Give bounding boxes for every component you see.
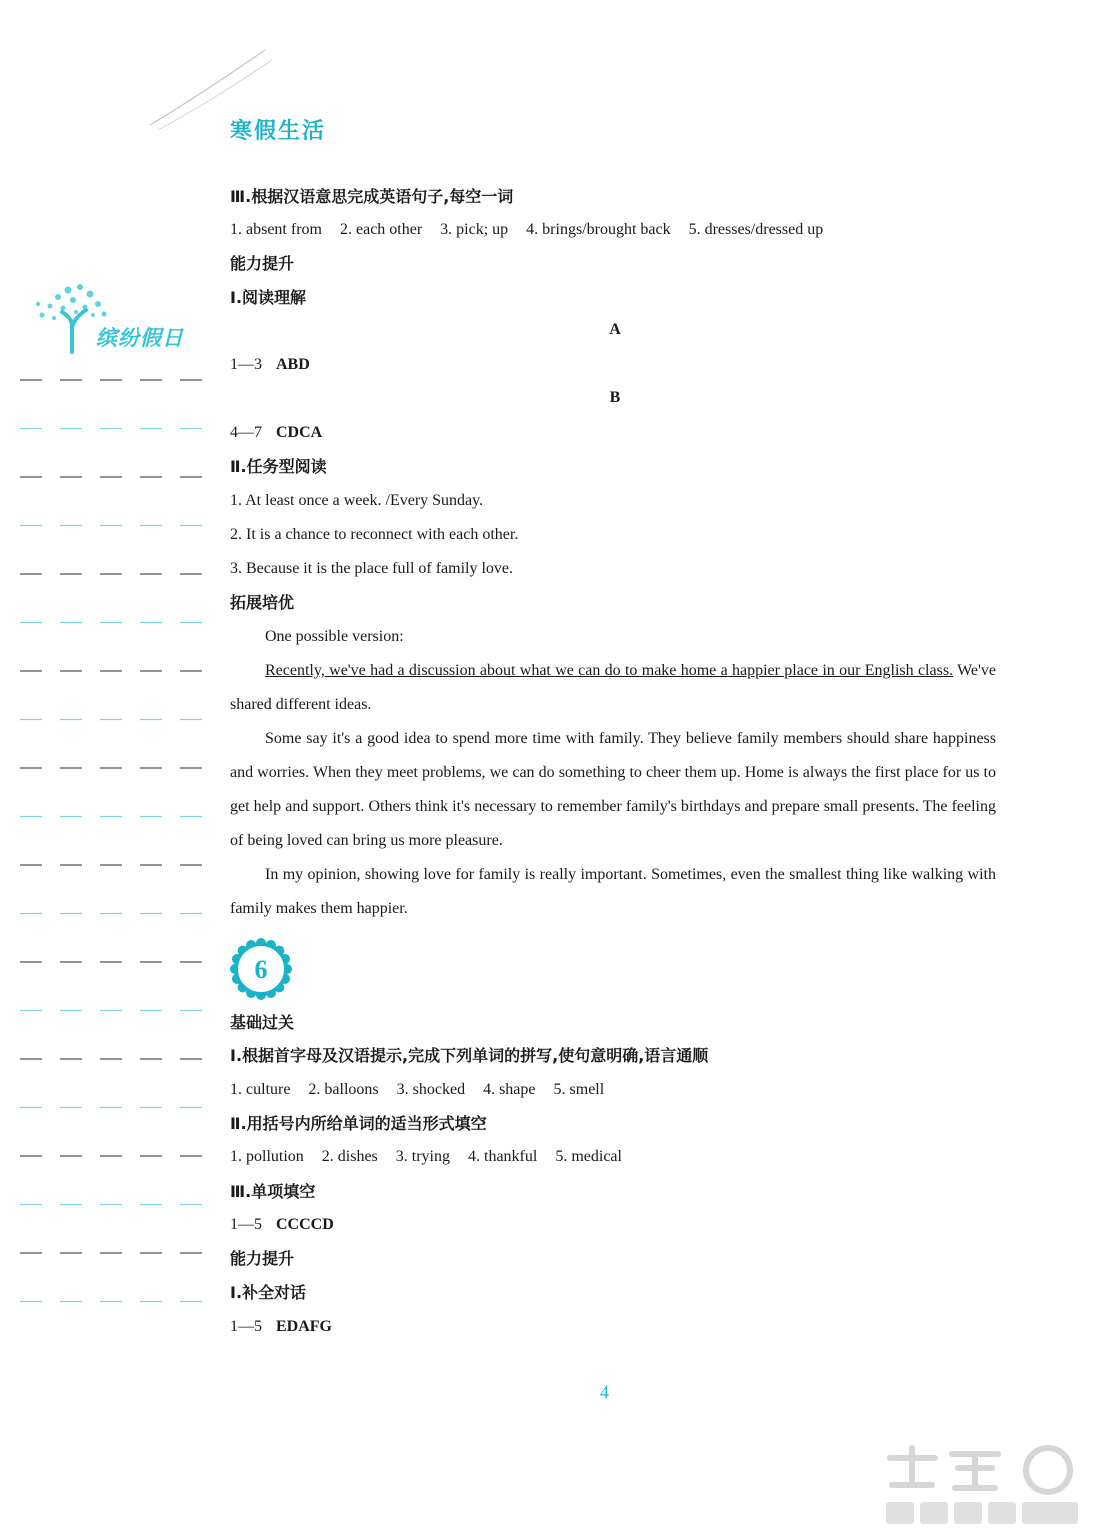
note-lines	[18, 375, 208, 1325]
unit-number: 6	[254, 955, 268, 984]
answer-row	[230, 422, 322, 444]
answer-item: 5. medical	[555, 1148, 622, 1165]
passage-label: A	[609, 321, 621, 338]
answer-item: 4. shape	[483, 1081, 536, 1098]
section-heading: Ⅰ.根据首字母及汉语提示,完成下列单词的拼写,使句意明确,语言通顺	[230, 1046, 709, 1065]
watermark-logo	[880, 1440, 1085, 1532]
answer-item: 3. pick; up	[440, 221, 509, 238]
passage-label: B	[609, 389, 621, 406]
answer-row	[230, 1079, 618, 1101]
section-heading: 基础过关	[230, 1013, 295, 1032]
essay-paragraph: Some say it's a good idea to spend more time with family. They believe family members should share happiness and worries. When they meet problems, we can do something to cheer them up. Home is always the first place for us to get help and support. Others think it's necessary to remember family's birthdays and prepare small presents. The feeling of being loved can bring us more pleasure.	[230, 730, 996, 849]
section-heading: 拓展培优	[230, 593, 295, 612]
answer-item: 1. absent from	[230, 221, 322, 238]
answer-item: 2. each other	[339, 221, 423, 238]
section-heading: 能力提升	[230, 1249, 295, 1268]
answer-line: 1. At least once a week. /Every Sunday.	[230, 492, 484, 509]
section-heading: 能力提升	[230, 254, 295, 273]
answer-line: 3. Because it is the place full of family love.	[230, 560, 514, 577]
answer-row	[230, 354, 310, 376]
underlined-sentence: Recently, we've had a discussion about what we can do to make home a happier place in our English class.	[265, 662, 954, 679]
answer-item: 2. balloons	[308, 1081, 379, 1098]
answer-item: 1. culture	[230, 1081, 291, 1098]
section-heading: Ⅰ.阅读理解	[230, 288, 307, 307]
essay-paragraph: In my opinion, showing love for family is really important. Sometimes, even the smallest thing like walking with family makes them happier.	[230, 866, 996, 917]
answer-row	[230, 1146, 636, 1168]
answer-item: 5. smell	[553, 1081, 605, 1098]
answer-item: 4. brings/brought back	[526, 221, 671, 238]
answer-key: CDCA	[276, 424, 323, 441]
answer-item: 3. trying	[395, 1148, 450, 1165]
section-heading: Ⅲ.根据汉语意思完成英语句子,每空一词	[230, 187, 514, 206]
answer-item: 1. pollution	[230, 1148, 304, 1165]
version-label: One possible version:	[265, 628, 404, 645]
answer-key: EDAFG	[276, 1318, 332, 1335]
answer-item: 3. shocked	[396, 1081, 466, 1098]
header-title: 寒假生活	[230, 119, 327, 144]
question-range: 4—7	[230, 424, 262, 441]
question-range: 1—3	[230, 356, 262, 373]
section-heading: Ⅲ.单项填空	[230, 1182, 316, 1201]
scallop-badge-icon	[230, 938, 292, 1000]
section-heading: Ⅱ.任务型阅读	[230, 457, 327, 476]
section-heading: Ⅱ.用括号内所给单词的适当形式填空	[230, 1114, 487, 1133]
question-range: 1—5	[230, 1216, 262, 1233]
question-range: 1—5	[230, 1318, 262, 1335]
answer-item: 4. thankful	[468, 1148, 538, 1165]
answer-content	[230, 0, 1000, 1536]
answer-key: ABD	[276, 356, 310, 373]
answer-item: 5. dresses/dressed up	[688, 221, 824, 238]
answer-item: 2. dishes	[321, 1148, 378, 1165]
sentence: We've shared different ideas.	[230, 662, 996, 713]
answer-key: CCCCD	[276, 1216, 334, 1233]
answer-row	[230, 219, 837, 241]
essay-paragraph	[230, 654, 996, 722]
answer-row	[230, 1316, 332, 1338]
answer-row	[230, 1214, 334, 1236]
answer-line: 2. It is a chance to reconnect with each other.	[230, 526, 519, 543]
section-heading: Ⅰ.补全对话	[230, 1283, 307, 1302]
page-number: 4	[600, 1382, 609, 1402]
logo-text: 缤纷假日	[96, 326, 184, 350]
